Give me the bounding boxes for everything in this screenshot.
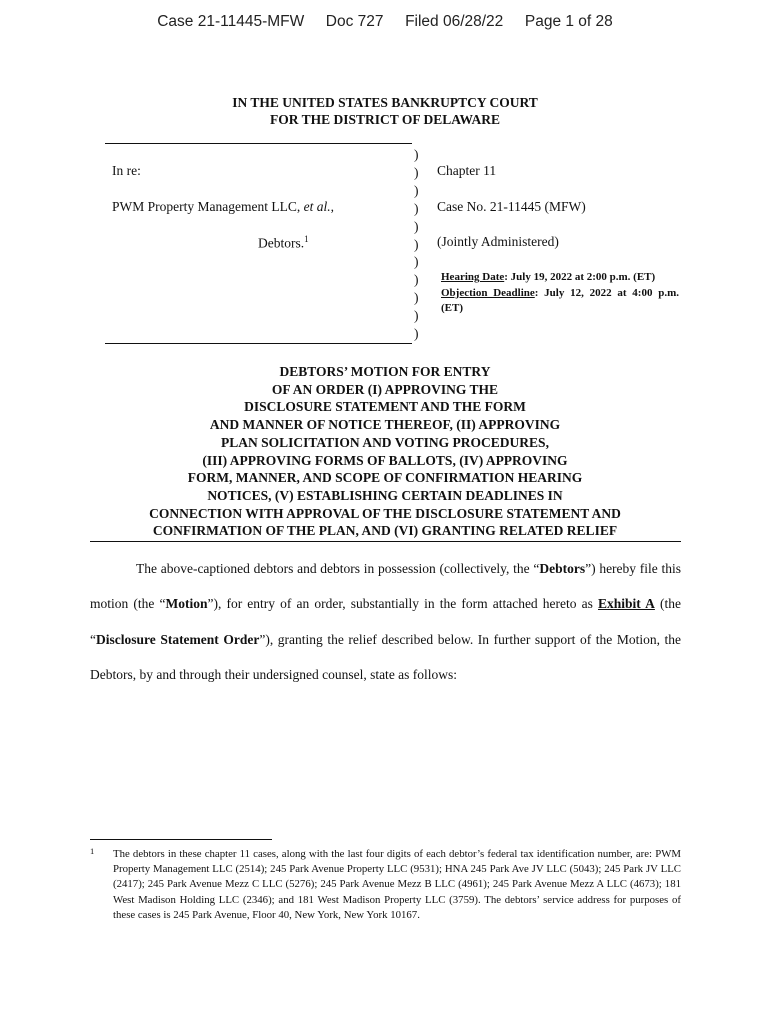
title-rule [90,541,681,542]
objection-deadline: Objection Deadline: July 12, 2022 at 4:00 p.m. (ET) [441,286,679,314]
case-number: Case 21-11445-MFW [157,13,305,30]
caption-top-rule [105,143,412,144]
footnote-rule [90,839,272,840]
court-title [0,94,770,128]
motion-title: DEBTORS’ MOTION FOR ENTRY OF AN ORDER (I) APPROVING THE DISCLOSURE STATEMENT AND THE FORM AND MANNER OF NOTICE THEREOF, (II) APPROVING PLAN SOLICITATION AND VOTING PROCEDURES, (III) APPROVING FORMS OF BALLOTS, (IV) APPROVING FORM, MANNER, AND SCOPE OF CONFIRMATION HEARING NOTICES, (V) ESTABLISHING CERTAIN DEADLINES IN CONNECTION WITH APPROVAL OF THE DISCLOSURE STATEMENT AND CONFIRMATION OF THE PLAN, AND (VI) GRANTING RELATED RELIEF [149,364,621,539]
footnote-number: 1 [90,846,95,856]
chapter-label: Chapter 11 [437,163,497,178]
et-al: et al. [303,199,331,214]
debtors-label: Debtors.$^1$ [258,234,309,251]
exhibit-a-link[interactable]: Exhibit A [598,596,655,612]
case-no-label: Case No. 21-11445 (MFW) [437,199,586,214]
hearing-info [441,270,679,317]
filing-header [0,13,770,31]
doc-number: Doc 727 [325,13,384,30]
footnote-ref[interactable]: 1 [304,234,309,244]
court-line-2: FOR THE DISTRICT OF DELAWARE [269,112,501,127]
page-indicator: Page 1 of 28 [524,13,613,30]
jointly-administered: (Jointly Administered) [437,234,559,249]
hearing-date: Hearing Date: July 19, 2022 at 2:00 p.m. (ET) [441,271,656,283]
in-re-label: In re: [112,163,141,178]
order-term: Disclosure Statement Order [96,631,260,647]
footnote-text: The debtors in these chapter 11 cases, along with the last four digits of each debtor’s federal tax identification number, are: PWM Property Management LLC (2514); 245 Park Avenue Property LLC (9531); HNA 245 Park Ave JV LLC (5043); 245 Park JV LLC (2417); 245 Park Avenue Mezz C LLC (5276); 245 Park Avenue Mezz B LLC (4961); 245 Park Avenue Mezz A LLC (4673); 181 West Madison Holding LLC (2346); and 181 West Madison Property LLC (3759). The debtors’ service address for purposes of these cases is 245 Park Avenue, Floor 40, New York, New York 10167. [113,848,681,921]
body-paragraph: The above-captioned debtors and debtors in possession (collectively, the “Debtors”) hereby file this motion (the “Motion”), for entry of an order, substantially in the form attached hereto as Exhibit A (the “Disclosure Statement Order”), granting the relief described below. In further support of the Motion, the Debtors, by and through their undersigned counsel, state as follows: [90,561,682,683]
debtors-term: Debtors [539,561,586,576]
filed-date: Filed 06/28/22 [405,13,504,30]
caption-bottom-rule [105,343,412,344]
caption-parens: ) ) ) ) ) ) ) ) ) ) ) [414,147,419,342]
motion-term: Motion [165,596,208,612]
debtor-name: PWM Property Management LLC, et al., [112,199,334,214]
court-line-1: IN THE UNITED STATES BANKRUPTCY COURT [232,95,538,110]
